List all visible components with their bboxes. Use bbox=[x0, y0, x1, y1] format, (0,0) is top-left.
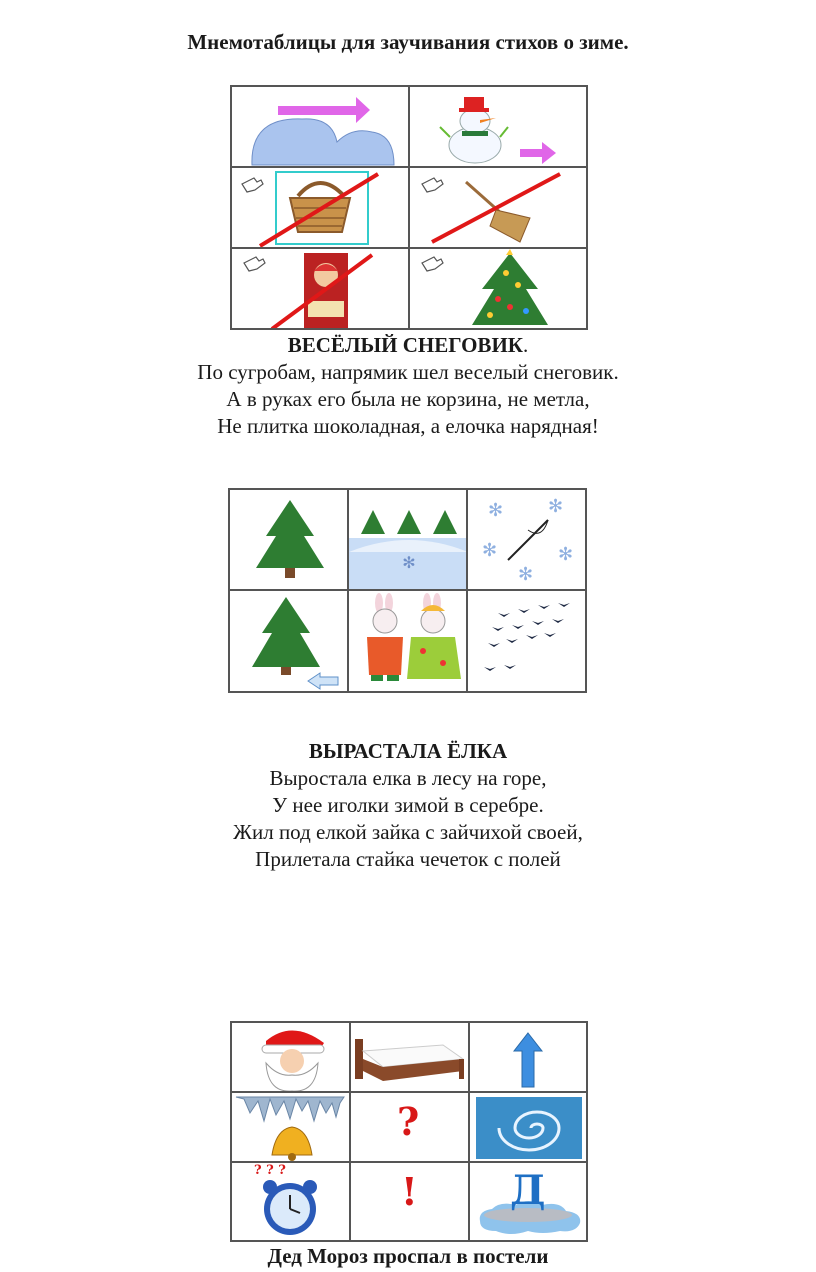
poem-line: Жил под елкой зайка с зайчихой своей, bbox=[233, 820, 583, 844]
cell-question-mark bbox=[350, 1092, 469, 1162]
cell-decorated-tree bbox=[409, 248, 587, 329]
cell-snowflakes-needle bbox=[467, 489, 586, 590]
page-title: Мнемотаблицы для заучивания стихов о зиме. bbox=[187, 30, 629, 54]
poem-heading: ВЕСЁЛЫЙ СНЕГОВИК bbox=[287, 333, 524, 357]
svg-text:✻: ✻ bbox=[548, 496, 564, 516]
clock-question-marks: ? ? ? bbox=[254, 1163, 286, 1178]
bed-icon bbox=[351, 1023, 469, 1092]
cell-chocolate-crossed bbox=[231, 248, 409, 329]
mnemo-table-ded-moroz bbox=[230, 1021, 588, 1242]
exclamation-mark-glyph: ! bbox=[401, 1169, 418, 1214]
poem-line: Прилетала стайка чечеток с полей bbox=[255, 847, 561, 871]
poem-heading: ВЫРАСТАЛА ЁЛКА bbox=[308, 739, 508, 763]
question-mark-glyph: ? bbox=[397, 1099, 420, 1144]
letter-d-glyph: Д bbox=[510, 1167, 546, 1214]
hand-broom-crossed-icon bbox=[410, 168, 587, 248]
blizzard-icon bbox=[470, 1093, 587, 1162]
cell-fir-tree bbox=[229, 489, 348, 590]
poem-line: У нее иголки зимой в серебре. bbox=[272, 793, 544, 817]
up-arrow-icon bbox=[470, 1023, 587, 1092]
trees-on-hill-icon bbox=[349, 490, 467, 590]
snowman-icon bbox=[410, 87, 587, 167]
cell-letter-d-cloud bbox=[469, 1162, 587, 1241]
fir-tree-icon bbox=[230, 490, 348, 590]
cell-bunnies bbox=[348, 590, 467, 692]
cell-broom-crossed bbox=[409, 167, 587, 248]
snowflakes-needle-icon bbox=[468, 490, 586, 590]
flock-of-birds-icon bbox=[468, 591, 586, 692]
cell-trees-on-hill bbox=[348, 489, 467, 590]
poem-line: А в руках его была не корзина, не метла, bbox=[226, 387, 590, 411]
cell-fir-tree-arrow bbox=[229, 590, 348, 692]
cell-santa-face bbox=[231, 1022, 350, 1092]
poem-line: Не плитка шоколадная, а елочка нарядная! bbox=[217, 414, 599, 438]
svg-text:✻: ✻ bbox=[558, 544, 574, 564]
bunnies-icon bbox=[349, 591, 467, 692]
hand-basket-crossed-icon bbox=[232, 168, 409, 248]
cell-exclamation-mark bbox=[350, 1162, 469, 1241]
poem-snowman bbox=[0, 332, 816, 440]
poem-heading-suffix: . bbox=[523, 333, 529, 357]
cell-snowdrifts bbox=[231, 86, 409, 167]
cell-icicles-bell bbox=[231, 1092, 350, 1162]
svg-text:✻: ✻ bbox=[518, 564, 534, 584]
poem-line: По сугробам, напрямик шел веселый снеговик. bbox=[197, 360, 619, 384]
cell-basket-crossed bbox=[231, 167, 409, 248]
cell-alarm-clock bbox=[231, 1162, 350, 1241]
fir-tree-arrow-icon bbox=[230, 591, 348, 692]
poem-line: Выростала елка в лесу на горе, bbox=[269, 766, 547, 790]
poem-ded-moroz-heading: Дед Мороз проспал в постели bbox=[267, 1244, 549, 1268]
cell-blizzard bbox=[469, 1092, 587, 1162]
cell-up-arrow bbox=[469, 1022, 587, 1092]
svg-text:✻: ✻ bbox=[482, 540, 498, 560]
cell-snowman bbox=[409, 86, 587, 167]
cell-bed bbox=[350, 1022, 469, 1092]
hand-chocolate-crossed-icon bbox=[232, 249, 409, 329]
svg-text:✻: ✻ bbox=[488, 500, 504, 520]
alarm-clock-icon bbox=[232, 1163, 350, 1241]
svg-text:✻: ✻ bbox=[402, 555, 416, 572]
poem-fir bbox=[0, 738, 816, 873]
hand-decorated-tree-icon bbox=[410, 249, 587, 329]
santa-face-icon bbox=[232, 1023, 350, 1092]
cell-flock-of-birds bbox=[467, 590, 586, 692]
icicles-bell-icon bbox=[232, 1093, 350, 1162]
mnemo-table-fir bbox=[228, 488, 587, 693]
mnemo-table-snowman bbox=[230, 85, 588, 330]
snowdrifts-arrow-icon bbox=[232, 87, 409, 167]
